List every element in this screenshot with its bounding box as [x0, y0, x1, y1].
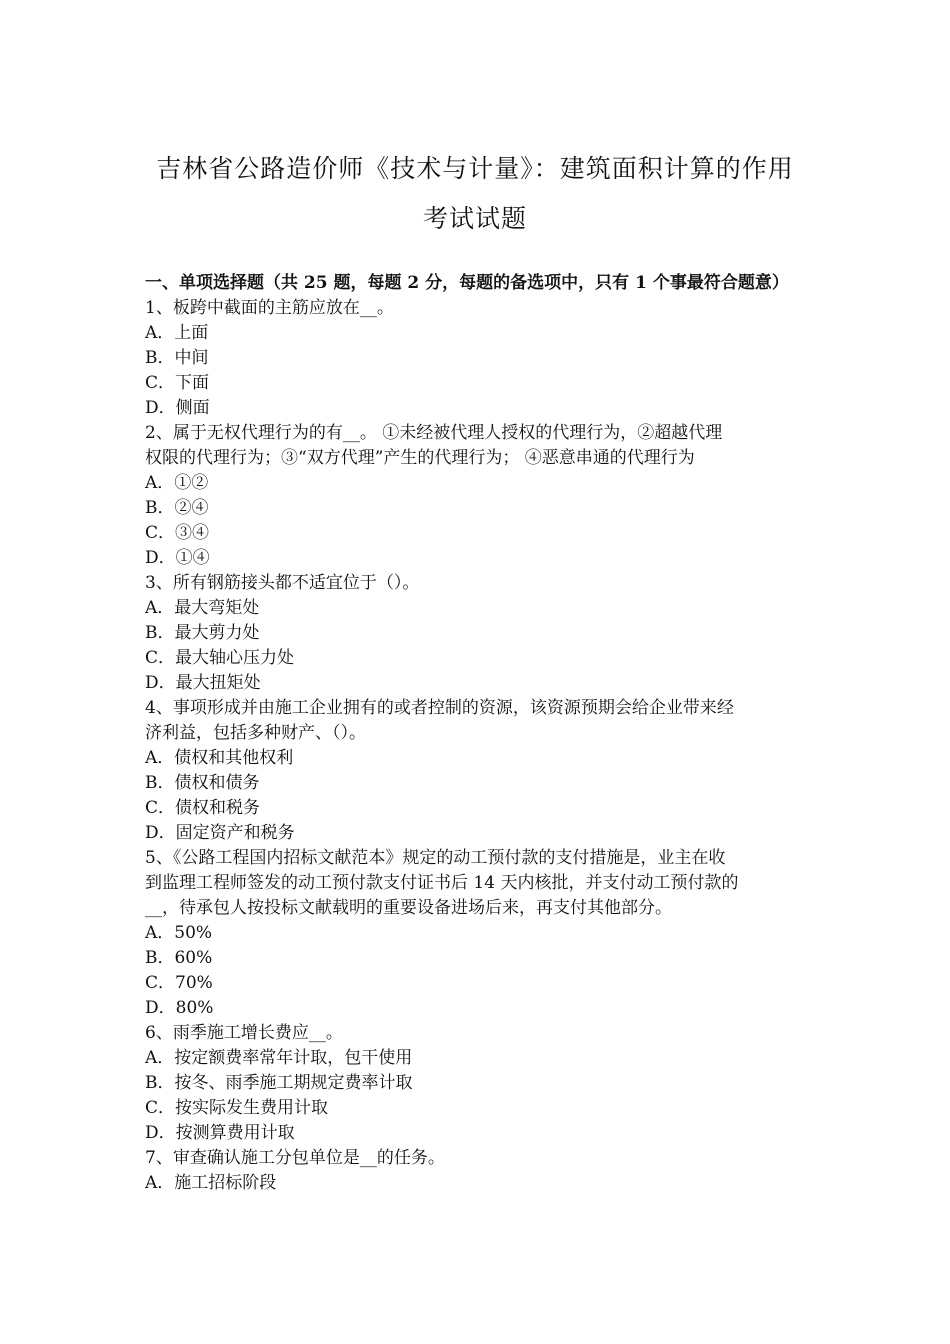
question-text-line: 3、所有钢筋接头都不适宜位于（）。: [145, 573, 420, 593]
question-text-line: 7、审查确认施工分包单位是__的任务。: [145, 1148, 445, 1168]
answer-option: B．中间: [145, 348, 209, 368]
question-text-line: 5、《公路工程国内招标文献范本》规定的动工预付款的支付措施是，业主在收: [145, 848, 726, 868]
question-text-line: 2、属于无权代理行为的有__。 ①未经被代理人授权的代理行为，②超越代理: [145, 423, 723, 443]
answer-option: A．①②: [145, 473, 209, 493]
question-block: [145, 571, 810, 696]
document-body: [145, 272, 810, 1196]
answer-option: C．按实际发生费用计取: [145, 1098, 329, 1118]
question-block: [145, 696, 810, 846]
document-title-line-2: 考试试题: [422, 204, 527, 233]
answer-option: C．债权和税务: [145, 798, 261, 818]
answer-option: B．债权和债务: [145, 773, 260, 793]
answer-option: C．③④: [145, 523, 210, 543]
answer-option: D．按测算费用计取: [145, 1123, 295, 1143]
answer-option: B．②④: [145, 498, 209, 518]
question-block: [145, 846, 810, 1021]
question-text-line: 1、板跨中截面的主筋应放在__。: [145, 298, 394, 318]
question-text-line: __，待承包人按投标文献载明的重要设备进场后来，再支付其他部分。: [145, 898, 672, 918]
answer-option: C．下面: [145, 373, 210, 393]
answer-option: B．按冬、雨季施工期规定费率计取: [145, 1073, 413, 1093]
answer-option: D．侧面: [145, 398, 210, 418]
answer-option: A．按定额费率常年计取，包干使用: [145, 1048, 413, 1068]
answer-option: A．最大弯矩处: [145, 598, 260, 618]
answer-option: A．上面: [145, 323, 209, 343]
answer-option: D．①④: [145, 548, 210, 568]
question-block: [145, 1146, 810, 1196]
question-text-line: 到监理工程师签发的动工预付款支付证书后 14 天内核批，并支付动工预付款的: [145, 873, 739, 893]
answer-option: B．60%: [145, 948, 213, 968]
question-list: [145, 296, 810, 1196]
answer-option: D．固定资产和税务: [145, 823, 295, 843]
answer-option: D．80%: [145, 998, 214, 1018]
answer-option: A．50%: [145, 923, 213, 943]
section-heading: 一、单项选择题（共 25 题，每题 2 分，每题的备选项中，只有 1 个事最符合题意）: [145, 273, 789, 293]
answer-option: B．最大剪力处: [145, 623, 260, 643]
question-text-line: 济利益，包括多种财产、（）。: [145, 723, 366, 743]
question-text-line: 6、雨季施工增长费应__。: [145, 1023, 343, 1043]
question-text-line: 4、事项形成并由施工企业拥有的或者控制的资源，该资源预期会给企业带来经: [145, 698, 734, 718]
question-block: [145, 1021, 810, 1146]
answer-option: A．施工招标阶段: [145, 1173, 277, 1193]
answer-option: D．最大扭矩处: [145, 673, 261, 693]
question-block: [145, 421, 810, 571]
question-block: [145, 296, 810, 421]
answer-option: C．最大轴心压力处: [145, 648, 295, 668]
document-title-line-1: 吉林省公路造价师《技术与计量》：建筑面积计算的作用: [156, 154, 794, 183]
answer-option: C．70%: [145, 973, 213, 993]
question-text-line: 权限的代理行为；③“双方代理”产生的代理行为； ④恶意串通的代理行为: [145, 448, 695, 468]
answer-option: A．债权和其他权利: [145, 748, 294, 768]
